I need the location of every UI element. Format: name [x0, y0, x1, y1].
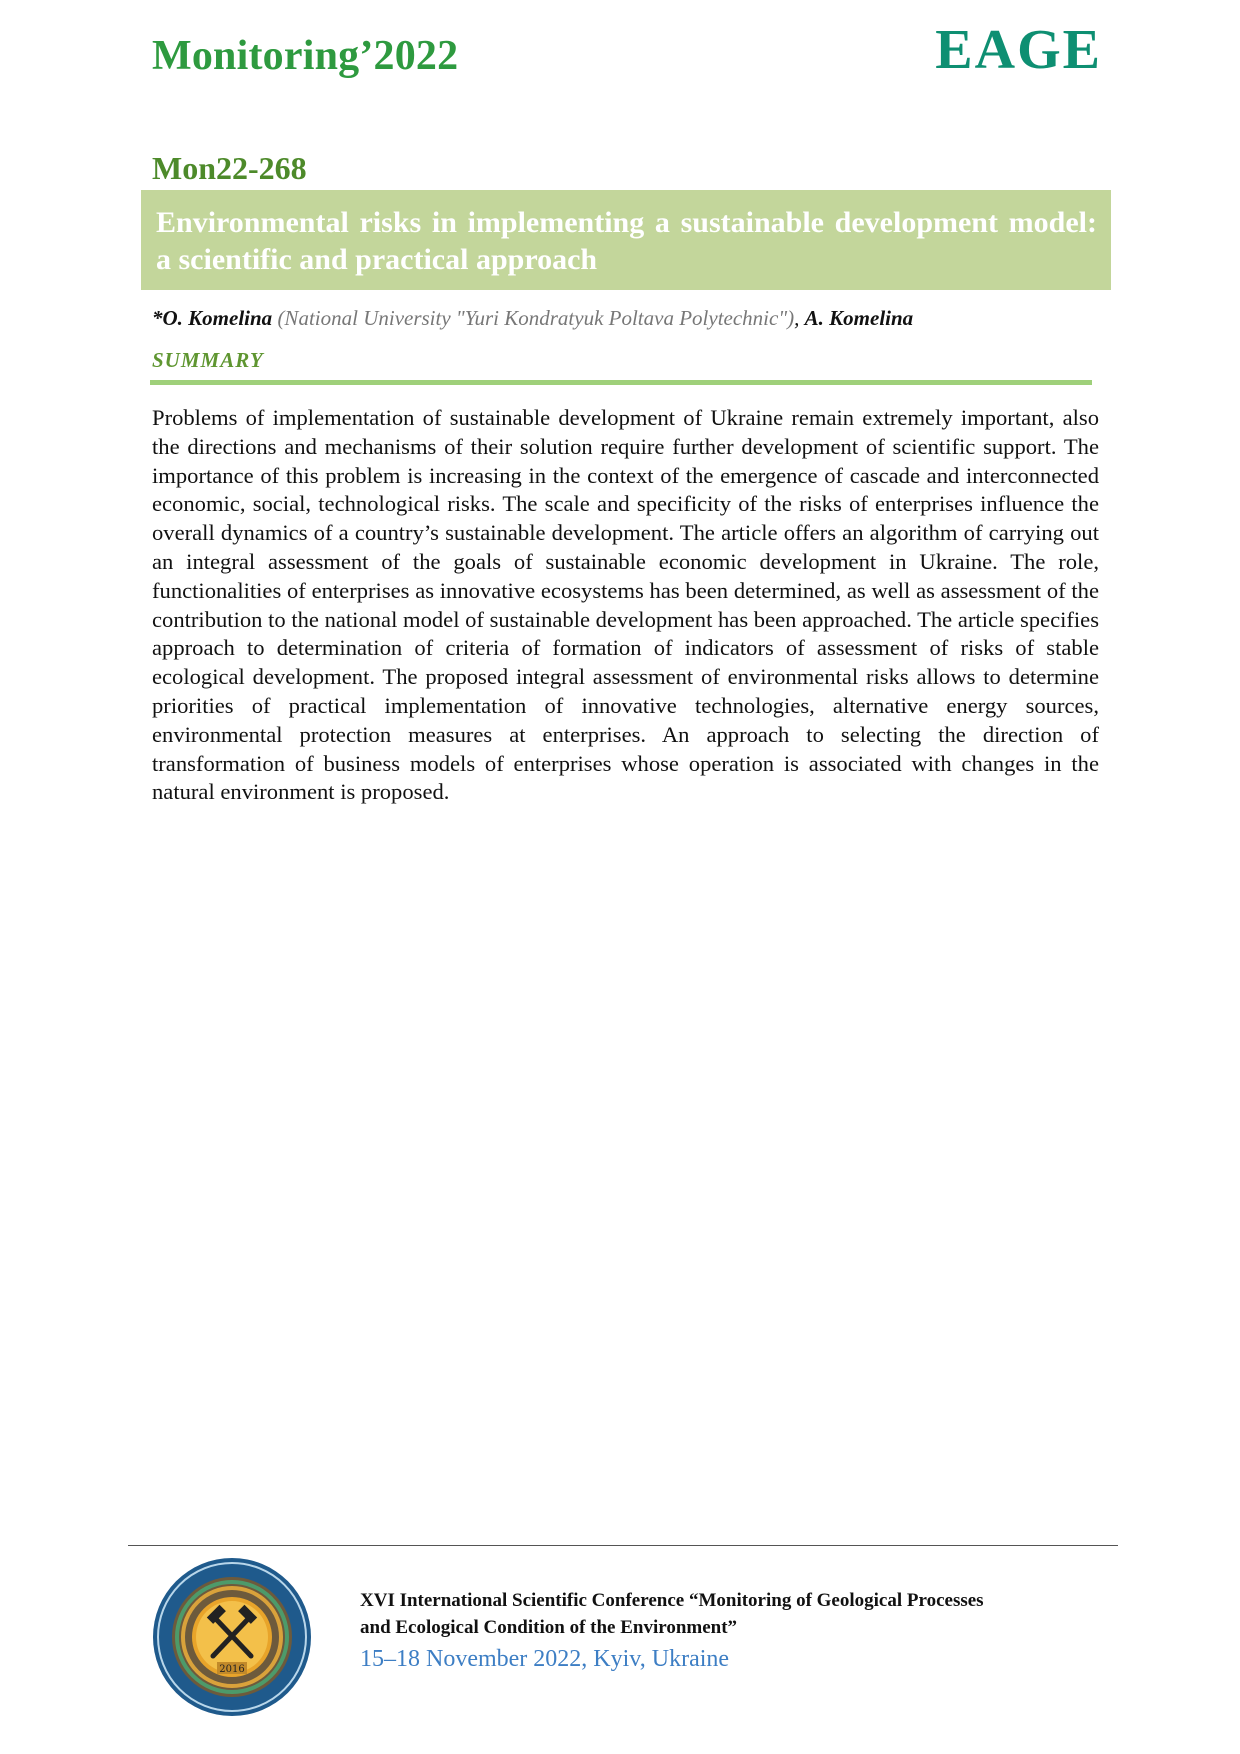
seal-year: 2016: [219, 1664, 245, 1675]
summary-heading: SUMMARY: [152, 348, 264, 372]
footer-date-place: 15–18 November 2022, Kyiv, Ukraine: [360, 1646, 730, 1672]
institute-seal-icon: [151, 1556, 313, 1718]
abstract-text: Problems of implementation of sustainable development of Ukraine remain extremely important, also the directions and mechanisms of their solution require further development of scientific support. The importance of this problem is increasing in the context of the emergence of cascade and interconnected economic, social, technological risks. The scale and specificity of the risks of enterprises influence the overall dynamics of a country’s sustainable development. The article offers an algorithm of carrying out an integral assessment of the goals of sustainable economic development in Ukraine. The role, functionalities of enterprises as innovative ecosystems has been determined, as well as assessment of the contribution to the national model of sustainable development has been approached. The article specifies approach to determination of criteria of formation of indicators of assessment of risks of stable ecological development. The proposed integral assessment of environmental risks allows to determine priorities of practical implementation of innovative technologies, alternative energy sources, environmental protection measures at enterprises. An approach to selecting the direction of transformation of business models of enterprises whose operation is associated with changes in the natural environment is proposed.: [152, 405, 1099, 805]
footer-conference-line-2: and Ecological Condition of the Environment”: [360, 1617, 738, 1638]
title-banner: [141, 190, 1111, 290]
first-author: *O. Komelina: [152, 306, 273, 330]
footer-divider: [128, 1545, 1118, 1546]
paper-id: Mon22-268: [152, 150, 307, 186]
second-author: A. Komelina: [804, 306, 914, 330]
conference-name: Monitoring’2022: [152, 33, 459, 79]
author-separator: ,: [794, 306, 800, 330]
first-author-affiliation: (National University "Yuri Kondratyuk Poltava Polytechnic"): [277, 306, 795, 330]
paper-title: Environmental risks in implementing a sustainable development model: a scientific and practical approach: [156, 206, 1097, 276]
summary-divider: [150, 380, 1092, 385]
eage-logo: EAGE: [935, 19, 1102, 81]
author-line: [152, 306, 913, 331]
footer-conference-line-1: XVI International Scientific Conference “Monitoring of Geological Processes: [360, 1590, 984, 1611]
